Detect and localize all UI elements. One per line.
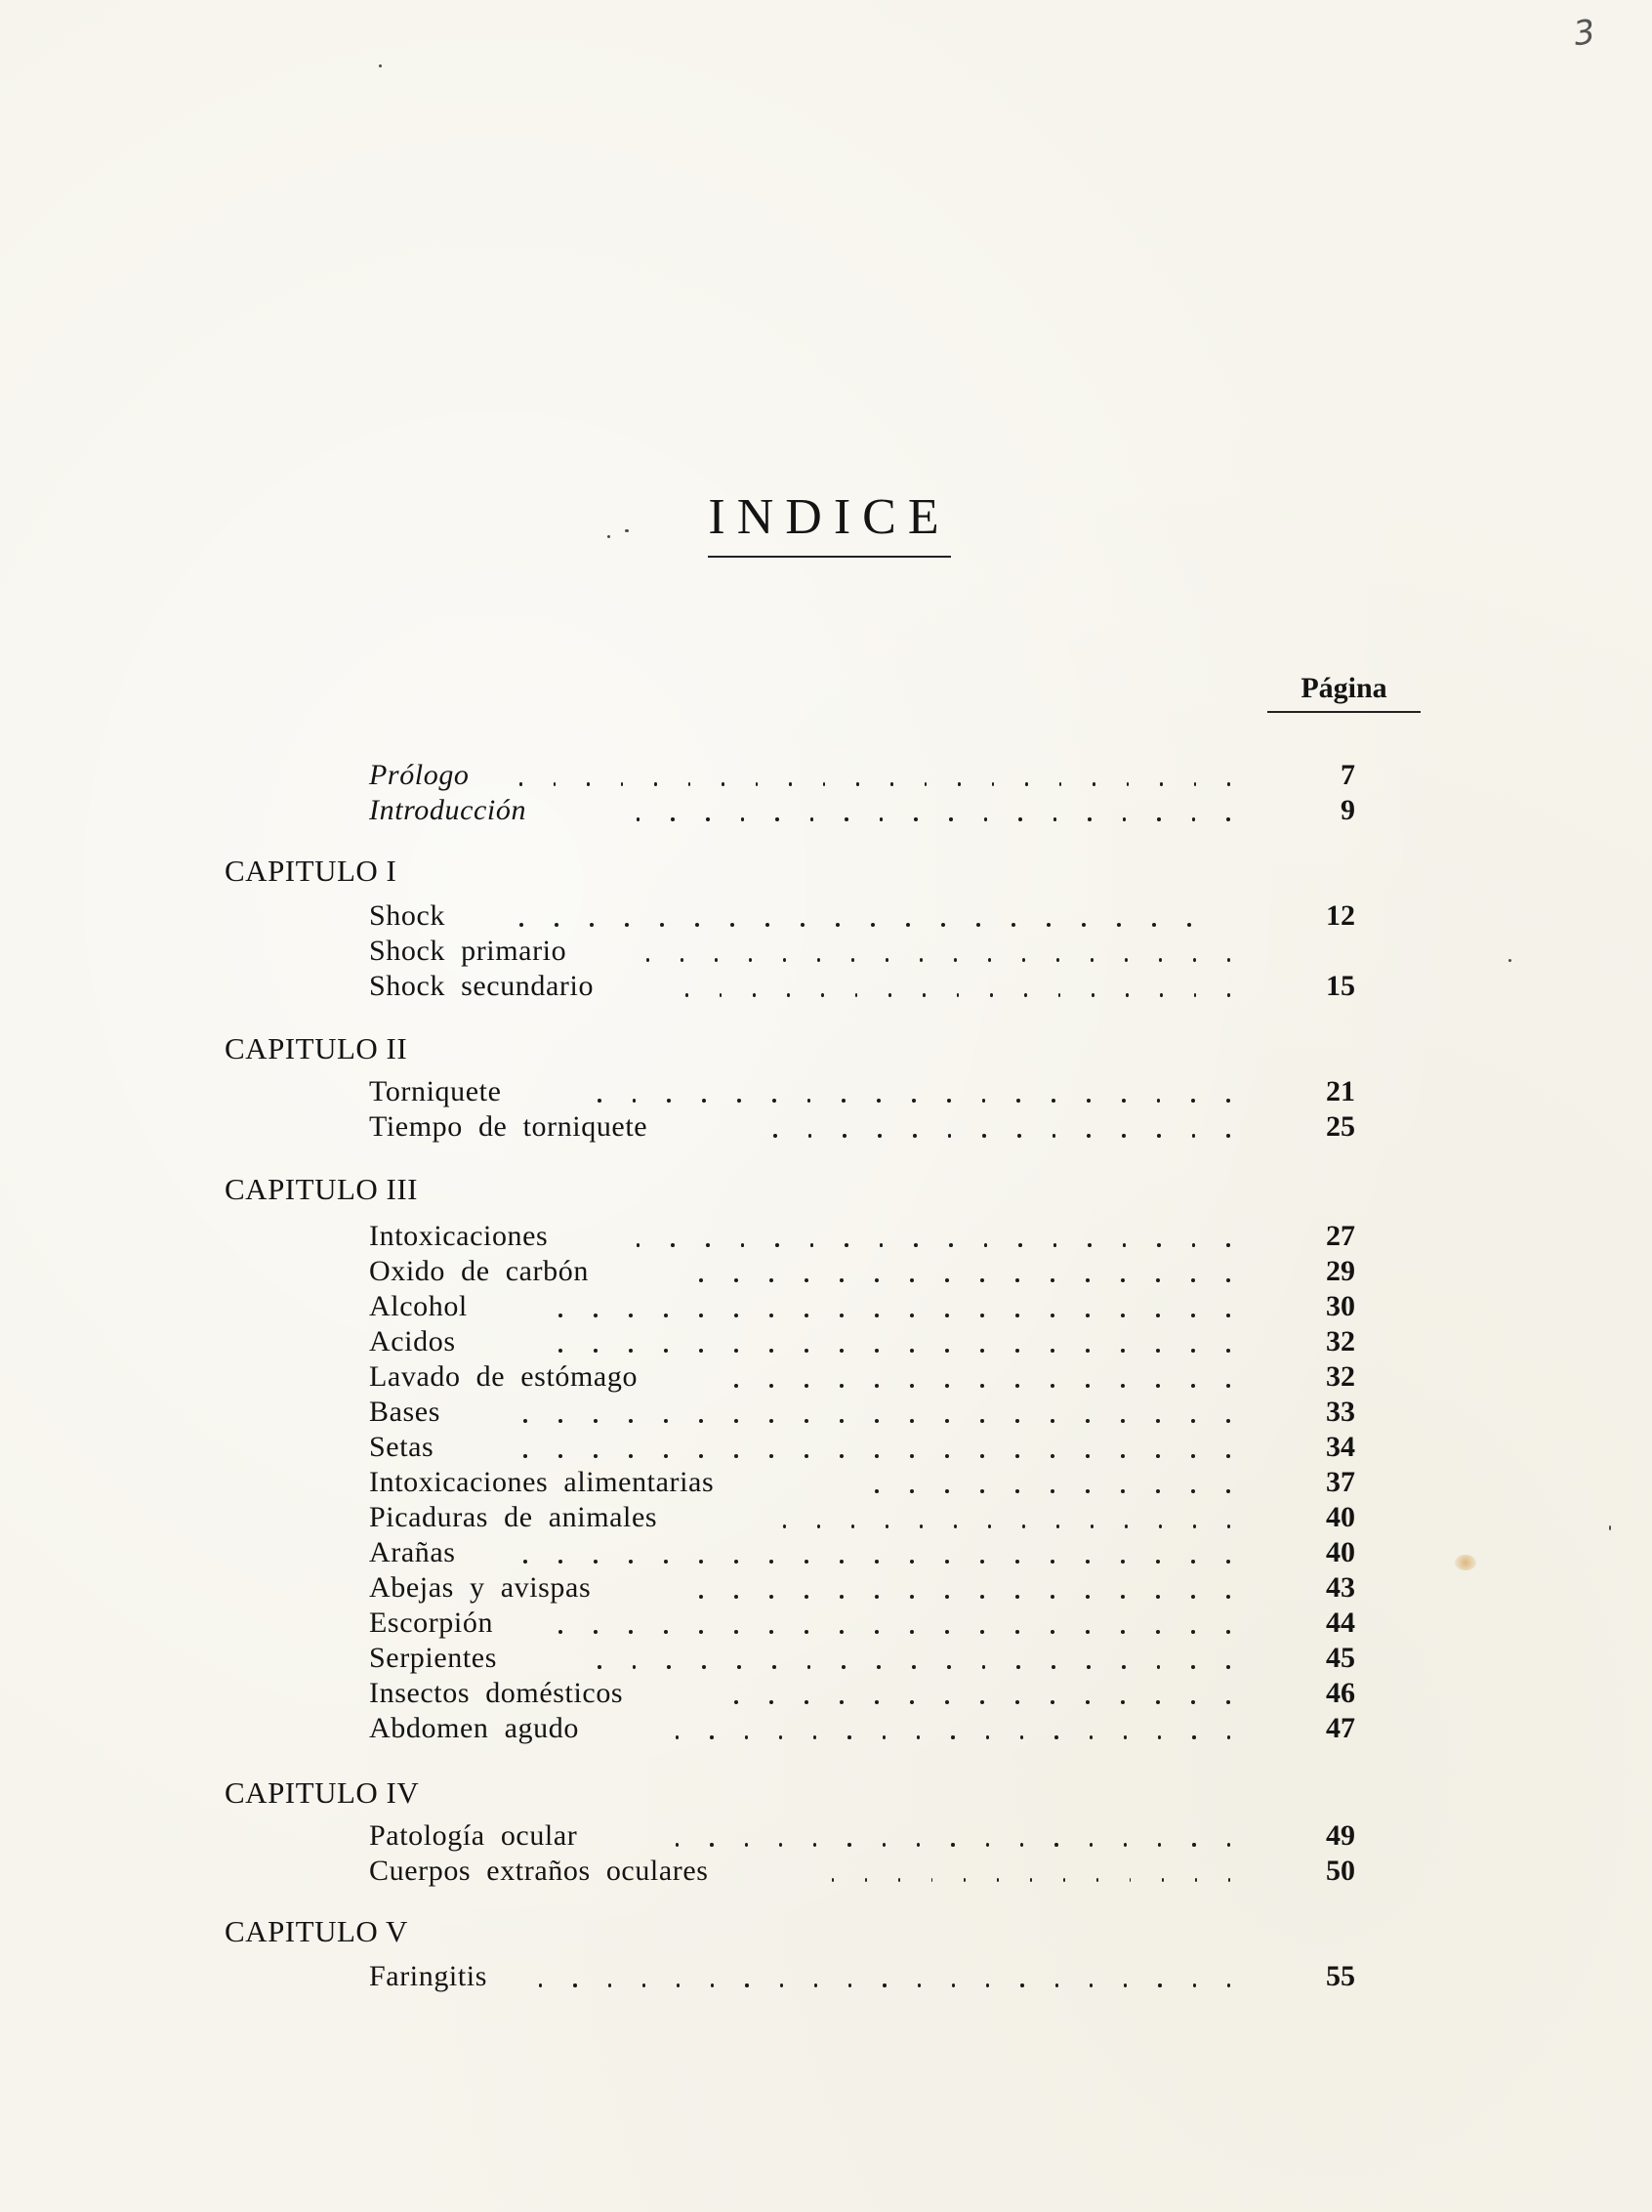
toc-entry-label: Arañas: [369, 1536, 456, 1568]
toc-entry-page: 33: [1326, 1396, 1355, 1428]
toc-entry: [0, 758, 1652, 793]
paper-stain: [1455, 1555, 1476, 1570]
toc-entry: [0, 1854, 1652, 1889]
toc-entry: [0, 793, 1652, 828]
toc-entry-page: 45: [1326, 1642, 1355, 1674]
dot-leader: [605, 793, 1230, 828]
dot-leader: [801, 1854, 1230, 1889]
toc-entry-label: Intoxicaciones: [369, 1220, 549, 1252]
dot-leader: [752, 1500, 1230, 1535]
toc-entry: [0, 934, 1652, 969]
toc-entry: [0, 1219, 1652, 1254]
dot-leader: [527, 1606, 1230, 1641]
toc-entry-label: Bases: [369, 1396, 440, 1428]
chapter-heading: [0, 1775, 1652, 1811]
toc-entry: [0, 1570, 1652, 1606]
toc-entry-label: Oxido de carbón: [369, 1255, 589, 1287]
page-column-header: Página: [1267, 672, 1421, 713]
chapter-heading: [0, 1172, 1652, 1207]
dot-leader: [742, 1109, 1230, 1145]
page-title-text: INDICE: [708, 488, 950, 558]
toc-entry: [0, 1465, 1652, 1500]
toc-entry: [0, 1535, 1652, 1570]
dot-leader: [654, 969, 1230, 1004]
chapter-heading: [0, 1914, 1652, 1949]
toc-entry: [0, 1676, 1652, 1711]
toc-entry: [0, 1606, 1652, 1641]
toc-entry-label: Cuerpos extraños oculares: [369, 1855, 709, 1887]
toc-entry-label: Lavado de estómago: [369, 1360, 639, 1393]
toc-entry-label: Prólogo: [369, 759, 470, 791]
dot-leader: [615, 934, 1230, 969]
toc-entry: [0, 1074, 1652, 1109]
toc-entry: [0, 1359, 1652, 1395]
chapter-heading: [0, 1031, 1652, 1066]
chapter-heading-label: CAPITULO IV: [225, 1775, 420, 1810]
dot-leader: [488, 1535, 1230, 1570]
toc-entry: [0, 969, 1652, 1004]
toc-entry-page: 47: [1326, 1712, 1355, 1744]
toc-entry-label: Intoxicaciones alimentarias: [369, 1466, 715, 1498]
dot-leader: [840, 1465, 1230, 1500]
toc-entry-page: 12: [1326, 899, 1355, 932]
toc-entry-page: 32: [1326, 1325, 1355, 1357]
dot-leader: [469, 898, 1191, 934]
toc-entry-label: Escorpión: [369, 1607, 494, 1639]
toc-entry-page: 37: [1326, 1466, 1355, 1498]
chapter-heading: [0, 854, 1652, 889]
dot-leader: [508, 1959, 1230, 1994]
toc-entry: [0, 1254, 1652, 1289]
paper-speck: [1508, 959, 1511, 962]
dot-leader: [488, 758, 1230, 793]
toc-entry: [0, 1959, 1652, 1994]
chapter-heading-label: CAPITULO I: [225, 854, 397, 888]
toc-entry-page: 40: [1326, 1501, 1355, 1533]
toc-entry-label: Serpientes: [369, 1642, 497, 1674]
chapter-heading-label: CAPITULO II: [225, 1031, 408, 1065]
paper-speck: [1609, 1525, 1611, 1530]
page-title: [0, 488, 1652, 558]
toc-entry-label: Abejas y avispas: [369, 1571, 592, 1604]
toc-entry-page: 9: [1341, 794, 1355, 826]
toc-entry-page: 30: [1326, 1290, 1355, 1322]
toc-entry-label: Insectos domésticos: [369, 1677, 624, 1709]
toc-entry-label: Shock: [369, 899, 445, 932]
toc-entry: [0, 1109, 1652, 1145]
toc-entry-label: Patología ocular: [369, 1819, 578, 1852]
dot-leader: [703, 1676, 1230, 1711]
dot-leader: [566, 1074, 1230, 1109]
toc-entry-label: Introducción: [369, 794, 527, 826]
dot-leader: [527, 1324, 1230, 1359]
toc-entry-label: Alcohol: [369, 1290, 468, 1322]
dot-leader: [703, 1359, 1230, 1395]
toc-entry: [0, 1818, 1652, 1854]
dot-leader: [664, 1254, 1230, 1289]
toc-entry-page: 21: [1326, 1075, 1355, 1107]
toc-entry-page: 40: [1326, 1536, 1355, 1568]
toc-entry-label: Shock secundario: [369, 970, 595, 1002]
toc-entry-page: 25: [1326, 1110, 1355, 1143]
chapter-heading-label: CAPITULO III: [225, 1172, 418, 1206]
toc-entry-page: 43: [1326, 1571, 1355, 1604]
dot-leader: [664, 1570, 1230, 1606]
toc-entry: [0, 1500, 1652, 1535]
toc-entry-page: 27: [1326, 1220, 1355, 1252]
toc-entry-page: 44: [1326, 1607, 1355, 1639]
toc-entry-label: Tiempo de torniquete: [369, 1110, 648, 1143]
dot-leader: [644, 1711, 1230, 1746]
toc-entry: [0, 1395, 1652, 1430]
toc-entry-page: 7: [1341, 759, 1355, 791]
dot-leader: [488, 1395, 1230, 1430]
toc-entry-label: Faringitis: [369, 1960, 488, 1992]
toc-entry: [0, 1711, 1652, 1746]
dot-leader: [488, 1430, 1230, 1465]
toc-entry: [0, 1641, 1652, 1676]
chapter-heading-label: CAPITULO V: [225, 1914, 408, 1948]
toc-entry: [0, 1430, 1652, 1465]
toc-entry-label: Shock primario: [369, 935, 567, 967]
toc-entry-page: 15: [1326, 970, 1355, 1002]
toc-entry: [0, 898, 1652, 934]
toc-entry-label: Picaduras de animales: [369, 1501, 658, 1533]
toc-entry-page: 50: [1326, 1855, 1355, 1887]
dot-leader: [644, 1818, 1230, 1854]
paper-speck: [625, 529, 629, 532]
dot-leader: [605, 1219, 1230, 1254]
dot-leader: [527, 1289, 1230, 1324]
toc-entry-page: 55: [1326, 1960, 1355, 1992]
paper-speck: [607, 535, 610, 538]
toc-entry-page: 34: [1326, 1431, 1355, 1463]
paper-speck: [379, 64, 382, 67]
toc-entry-label: Setas: [369, 1431, 434, 1463]
handwritten-page-number: 3: [1571, 12, 1598, 55]
dot-leader: [566, 1641, 1230, 1676]
toc-entry-page: 29: [1326, 1255, 1355, 1287]
toc-entry-label: Acidos: [369, 1325, 456, 1357]
toc-entry-page: 32: [1326, 1360, 1355, 1393]
toc-entry-label: Abdomen agudo: [369, 1712, 579, 1744]
toc-entry: [0, 1289, 1652, 1324]
toc-entry-page: 46: [1326, 1677, 1355, 1709]
toc-entry-label: Torniquete: [369, 1075, 502, 1107]
toc-entry: [0, 1324, 1652, 1359]
toc-entry-page: 49: [1326, 1819, 1355, 1852]
